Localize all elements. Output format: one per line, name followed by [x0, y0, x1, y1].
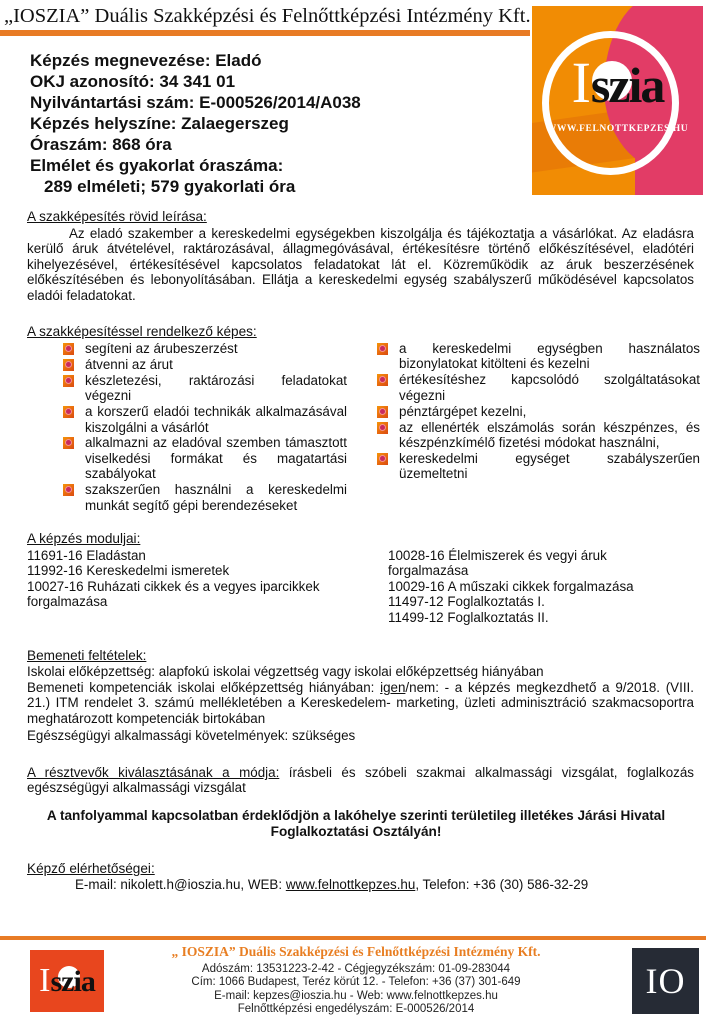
bullet-logo-icon [63, 343, 74, 355]
course-info-line: Nyilvántartási szám: E-000526/2014/A038 [30, 93, 361, 112]
logo-letter-i: I [571, 50, 591, 115]
module-item: 11992-16 Kereskedelmi ismeretek [27, 563, 230, 579]
module-item: 10029-16 A műszaki cikkek forgalmazása [388, 578, 634, 594]
footer-line: Felnőttképzési engedélyszám: E-000526/2014 [237, 1003, 475, 1016]
capability-list-right [377, 341, 700, 482]
notice-text: A tanfolyammal kapcsolatban érdeklődjön a lakóhelye szerinti területileg illetékes Járási Hivatal Foglalkoztatási Osztályán! [46, 808, 666, 839]
contact-line: E-mail: nikolett.h@ioszia.hu, WEB: www.felnottkepzes.hu, Telefon: +36 (30) 586-32-29 [75, 877, 589, 892]
course-info-line: Képzés megnevezése: Eladó [30, 51, 262, 70]
capability-item: átvenni az árut [63, 357, 347, 372]
bullet-logo-icon [63, 375, 74, 387]
entry-line-schooling: Iskolai előképzettség: alapfokú iskolai végzettség vagy iskolai előképzettség hiányában [27, 664, 544, 679]
web-link[interactable]: www.felnottkepzes.hu [285, 877, 416, 892]
capability-item: a kereskedelmi egységben használatos bizonylatokat kitölteni és kezelni [377, 341, 700, 372]
entry-line-health: Egészségügyi alkalmassági követelmények: szükséges [27, 728, 356, 743]
bullet-logo-icon [63, 437, 74, 449]
capability-list-left [63, 341, 347, 513]
header-divider [0, 30, 530, 36]
capability-item: készletezési, raktározási feladatokat végezni [63, 373, 347, 404]
contact-heading: Képző elérhetőségei: [27, 861, 155, 876]
capability-item: értékesítéshez kapcsolódó szolgáltatásokat végezni [377, 372, 700, 403]
bullet-logo-icon [377, 343, 388, 355]
bullet-logo-icon [63, 484, 74, 496]
logo-url-text: WWW.FELNOTTKEPZES.HU [546, 124, 689, 134]
footer-contact-block [120, 944, 592, 1017]
capability-item: pénztárgépet kezelni, [377, 404, 700, 419]
footer-company-title: „ IOSZIA” Duális Szakképzési és Felnőttképzési Intézmény Kft. [171, 944, 541, 959]
bullet-logo-icon [377, 374, 388, 386]
capability-item: az ellenérték elszámolás során készpénzes, és készpénzkímélő fizetési módokat használni, [377, 420, 700, 451]
bullet-logo-icon [377, 453, 388, 465]
footer-logo-letter-i: I [39, 962, 51, 999]
footer-divider [0, 936, 706, 940]
module-list-left [27, 548, 387, 610]
course-info-line: 289 elméleti; 579 gyakorlati óra [44, 177, 296, 196]
module-item: 10027-16 Ruházati cikkek és a vegyes iparcikkek forgalmazása [27, 578, 320, 610]
capability-item: a korszerű eladói technikák alkalmazásával kiszolgálni a vásárlót [63, 404, 347, 435]
footer-io-badge [632, 948, 699, 1014]
bullet-logo-icon [63, 406, 74, 418]
footer-logo-letters-szia: szia [50, 965, 95, 998]
capability-item: kereskedelmi egységet szabályszerűen üzemeltetni [377, 451, 700, 482]
capability-item: segíteni az árubeszerzést [63, 341, 347, 356]
description-heading: A szakképesítés rövid leírása: [27, 209, 207, 224]
module-item: 10028-16 Élelmiszerek és vegyi áruk forgalmazása [388, 548, 607, 579]
selection-heading: A résztvevők kiválasztásának a módja: [27, 765, 280, 780]
module-item: 11691-16 Eladástan [27, 548, 146, 563]
module-item: 11497-12 Foglalkoztatás I. [388, 594, 545, 610]
ioszia-logo [532, 6, 703, 195]
course-info-line: Képzés helyszíne: Zalaegerszeg [30, 114, 289, 133]
bullet-logo-icon [63, 359, 74, 371]
footer-ioszia-logo [30, 950, 104, 1012]
module-list-right [388, 548, 688, 625]
entry-heading: Bemeneti feltételek: [27, 648, 147, 663]
footer-line: Cím: 1066 Budapest, Teréz körút 12. - Telefon: +36 (37) 301-649 [191, 976, 521, 989]
capability-item: szakszerűen használni a kereskedelmi munkát segítő gépi berendezéseket [63, 482, 347, 513]
course-info-line: OKJ azonosító: 34 341 01 [30, 72, 236, 91]
footer-line: Adószám: 13531223-2-42 - Cégjegyzékszám: 01-09-283044 [201, 963, 511, 975]
modules-heading: A képzés moduljai: [27, 531, 141, 546]
course-info-line: Óraszám: 868 óra [30, 135, 172, 154]
io-badge-label: IO [645, 961, 686, 1001]
footer-logo-wordmark [30, 964, 104, 998]
description-paragraph: Az eladó szakember a kereskedelmi egységekben kiszolgálja és tájékoztatja a vásárlókat. Az eladásra kerülő áruk átvételével, raktározásával, állagmegóvásával, értékesítésre történő előkészítésével, eladótéri kihelyezésével, értékesítésével kapcsolatos feladatokat lát el. Közreműködik az áruk beszerzésének előkészítésében és lebonyolításában. Ellátja a kereskedelmi egység szabályszerű működésével kapcsolatos eladói feladatokat. [27, 226, 694, 303]
logo-wordmark [532, 50, 703, 115]
entry-paragraph-competencies: Bemeneti kompetenciák iskolai előképzettség hiányában: igen/nem: - a képzés megkezdhető a 9/2018. (VIII. 21.) ITM rendelet 3. számú mellékletében a Kereskedelem- marketing, üzleti adminisztráció szakmacsoportra meghatározott kompetenciák birtokában [27, 680, 694, 726]
entry-igen-underlined: igen [380, 680, 406, 695]
selection-paragraph [27, 765, 694, 796]
course-info-line: Elmélet és gyakorlat óraszáma: [30, 156, 284, 175]
footer-line: E-mail: kepzes@ioszia.hu - Web: www.felnottkepzes.hu [214, 989, 498, 1002]
capabilities-heading: A szakképesítéssel rendelkező képes: [27, 324, 257, 339]
header-title: „IOSZIA” Duális Szakképzési és Felnőttképzési Intézmény Kft. [4, 5, 531, 27]
logo-letters-szia: szia [590, 57, 664, 113]
selection-text: írásbeli és szóbeli szakmai alkalmassági vizsgálat, foglalkozás egészségügyi alkalmassági vizsgálat [27, 765, 694, 796]
capability-item: alkalmazni az eladóval szemben támasztott viselkedési formákat és magatartási szabályokat [63, 435, 347, 481]
course-info-box [30, 50, 361, 197]
module-item: 11499-12 Foglalkoztatás II. [388, 609, 549, 625]
bullet-logo-icon [377, 406, 388, 418]
bullet-logo-icon [377, 422, 388, 434]
